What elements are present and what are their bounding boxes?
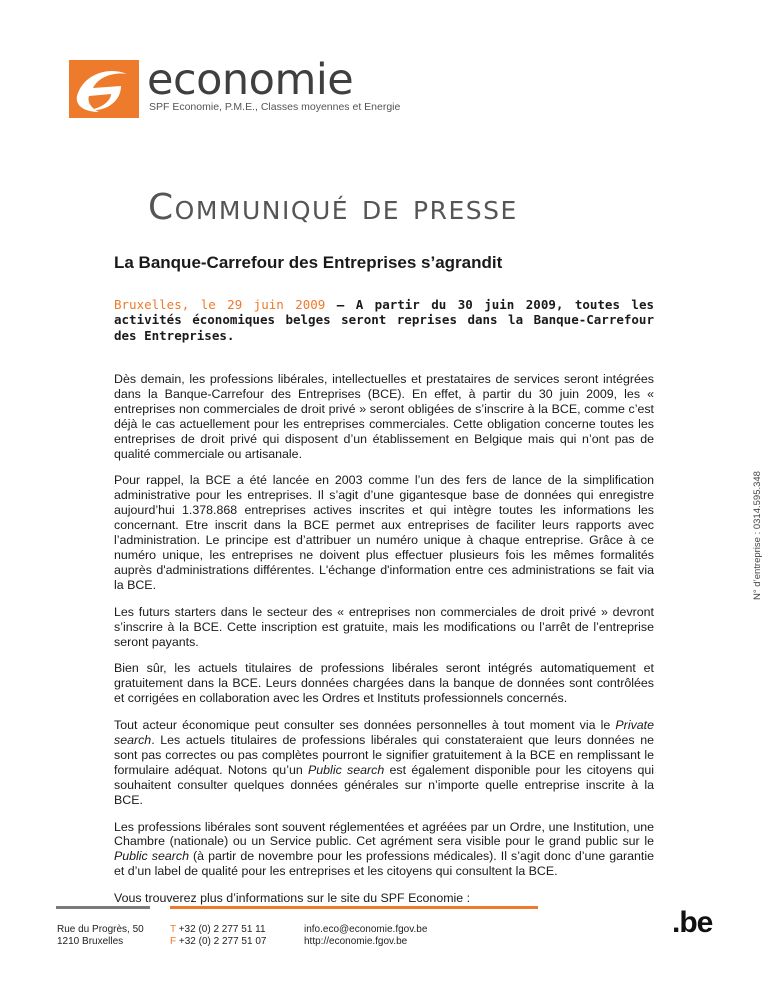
logo-subtitle: SPF Economie, P.M.E., Classes moyennes et Energie (149, 101, 401, 113)
paragraph-7: Vous trouverez plus d’informations sur le site du SPF Economie : (114, 891, 471, 906)
phone-line (170, 924, 266, 936)
paragraph-6-part-a: Les professions libérales sont souvent réglementées et agréées par un Ordre, une Institution, une Chambre (nationale) ou un Service public. Cet agrément sera visible pour le grand public sur le (114, 819, 654, 849)
company-number-note: N° d’entreprise : 0314.595.348 (752, 471, 763, 600)
paragraph-3: Les futurs starters dans le secteur des « entreprises non commerciales de droit privé » devront s’inscrire à la BCE. Cette inscription est gratuite, mais les modifications ou l’arrêt de l’entreprise seront payants. (114, 604, 654, 649)
footer-email-link[interactable]: info.eco@economie.fgov.be (304, 924, 428, 935)
address-line-1: Rue du Progrès, 50 (57, 924, 144, 935)
footer-phone (170, 924, 266, 948)
paragraph-4: Bien sûr, les actuels titulaires de professions libérales seront intégrés automatiquement et gratuitement dans la BCE. Leurs données chargées dans la banque de données sont contrôlées et corrigées en collaboration avec les Ordres et Instituts professionnels concernés. (114, 661, 654, 706)
paragraph-5 (114, 718, 654, 807)
logo-e-icon (69, 60, 139, 118)
public-search-term-2: Public search (114, 849, 189, 864)
tel-number: +32 (0) 2 277 51 11 (178, 924, 266, 935)
footer-rule-gray (56, 906, 150, 909)
economie-logo (69, 55, 401, 120)
paragraph-5-part-c: est également disponible pour les citoyens qui souhaitent consulter quelques données générales sur n’importe quelle entreprise inscrite à la BCE. (114, 762, 654, 807)
fax-number: +32 (0) 2 277 51 07 (178, 936, 267, 947)
headline: La Banque-Carrefour des Entreprises s’agrandit (114, 253, 503, 272)
address-line-2: 1210 Bruxelles (57, 936, 124, 947)
fax-line (170, 936, 266, 948)
paragraph-1: Dès demain, les professions libérales, intellectuelles et prestataires de services seront intégrées dans la Banque-Carrefour des Entreprises (BCE). En effet, à partir du 30 juin 2009, les « entreprises non commerciales de droit privé » seront obligées de s’inscrire à la BCE, comme c’est déjà le cas actuellement pour les entreprises commerciales. Cette obligation concerne toutes les entreprises de droit privé qui disposent d’un établissement en Belgique mais qui n’ont pas de qualité commerciale ou artisanale. (114, 372, 654, 461)
footer-rule-orange (170, 906, 538, 909)
paragraph-5-part-b: . Les actuels titulaires de professions libérales qui constateraient que leurs données ne sont pas correctes ou pas complètes pourront le signifier gratuitement à la BCE en remplissant le formulaire adéquat. Notons qu’un (114, 733, 654, 777)
public-search-term: Public search (308, 762, 385, 777)
lead-text: – A partir du 30 juin 2009, toutes les activités économiques belges seront reprises dans la Banque-Carrefour des Entreprises. (114, 297, 655, 343)
paragraph-5-part-a: Tout acteur économique peut consulter ses données personnelles à tout moment via le (114, 718, 616, 733)
footer-web (304, 924, 427, 948)
paragraph-6-part-b: (à partir de novembre pour les professions médicales). Il s’agit donc d’une garantie et d’un label de qualité pour les entreprises et les citoyens qui consultent la BCE. (114, 849, 654, 879)
paragraph-6 (114, 820, 654, 880)
paragraph-2: Pour rappel, la BCE a été lancée en 2003 comme l’un des fers de lance de la simplification administrative pour les entreprises. Il s’agit d’une gigantesque base de données qui enregistre aujourd’hui 1.378.868 entreprises actives inscrites et qui intègre toutes les informations les concernant. Etre inscrit dans la BCE permet aux entreprises de faciliter leurs rapports avec l’administration. Le principe est d’attribuer un numéro unique à chaque entreprise. Grâce à ce numéro unique, les entreprises ne doivent plus effectuer plusieurs fois les mêmes formalités auprès d'administrations différentes. L'échange d'information entre ces administrations se fait via la BCE. (114, 473, 654, 592)
tel-label: T (170, 924, 176, 935)
release-title: Communiqué de presse (148, 187, 518, 228)
article-body (114, 372, 654, 918)
logo-wordmark: economie (147, 55, 354, 105)
private-search-term: Private search (114, 718, 654, 748)
dateline: Bruxelles, le 29 juin 2009 (114, 297, 326, 312)
lead-paragraph (114, 297, 654, 343)
be-logo: .be (672, 906, 713, 939)
footer-website-link[interactable]: http://economie.fgov.be (304, 936, 408, 947)
fax-label: F (170, 936, 177, 947)
footer-address (57, 924, 144, 948)
